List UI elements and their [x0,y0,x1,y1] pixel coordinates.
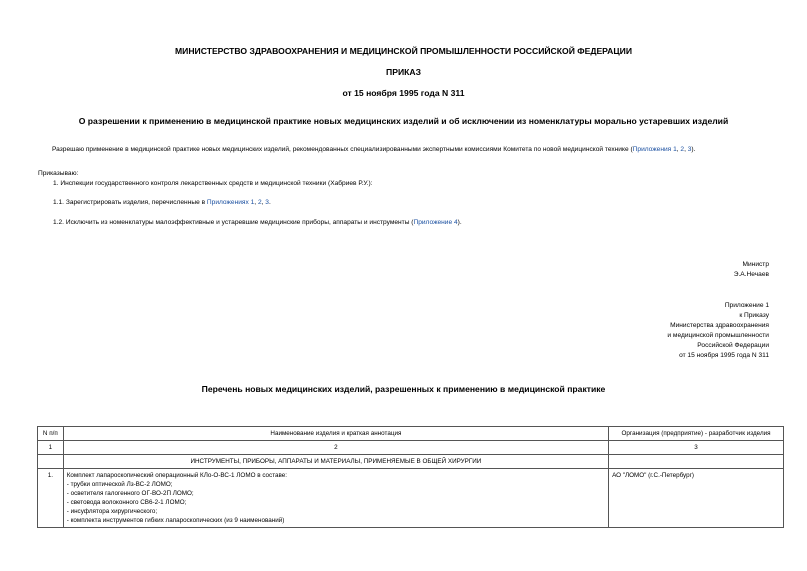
appendices-1-link[interactable]: Приложениях 1 [206,199,255,206]
appendix-2-link[interactable]: 2 [680,146,685,153]
doc-type-heading: ПРИКАЗ [386,67,421,77]
appendices-2-link[interactable]: 2 [257,199,262,206]
appendices-3-link[interactable]: 3 [265,199,269,206]
appendix-ref-line: Приложение 1 [724,302,769,309]
device-line: - осветителя галогенного ОГ-ВО-2П ЛОМО; [66,490,194,497]
subject-heading: О разрешении к применению в медицинской практике новых медицинских изделий и об исключении из номенклатуры морально устаревших изделий [78,116,729,126]
order-item-1: 1. Инспекции государственного контроля лекарственных средств и медицинской техники (Хабриев Р.У.): [53,180,373,187]
order-item-1-1: 1.1. Зарегистрировать изделия, перечисленные в Приложениях 1, 2, 3. [53,199,271,206]
appendix-1-link[interactable]: Приложения 1 [632,146,677,153]
device-line: - комплекта инструментов гибких лапароскопических (из 9 наименований) [66,517,285,524]
device-line: - инсуфлятора хирургического; [66,508,158,515]
column-header: Наименование изделия и краткая аннотация [63,427,608,441]
appendix-ref-line: Министерства здравоохранения [670,322,769,329]
column-header: Организация (предприятие) - разработчик изделия [609,427,784,441]
column-number: 3 [609,441,784,455]
signature-name: Э.А.Нечаев [733,271,769,278]
column-number-row [38,441,784,455]
date-number-heading: от 15 ноября 1995 года N 311 [342,88,465,98]
device-line: - трубки оптической Лз-ВС-2 ЛОМО; [66,481,173,488]
device-description [63,469,608,528]
section-title: ИНСТРУМЕНТЫ, ПРИБОРЫ, АППАРАТЫ И МАТЕРИАЛЫ, ПРИМЕНЯЕМЫЕ В ОБЩЕЙ ХИРУРГИИ [63,455,608,469]
appendix-ref-line: от 15 ноября 1995 года N 311 [679,352,769,359]
column-number: 2 [63,441,608,455]
signature-title: Министр [742,261,769,268]
devices-table [37,426,784,528]
appendix-ref-line: к Приказу [739,312,769,319]
intro-paragraph: Разрешаю применение в медицинской практике новых медицинских изделий, рекомендованных специализированными экспертными комиссиями Комитета по новой медицинской технике (Приложения 1, 2, 3). [52,146,696,153]
column-number: 1 [38,441,64,455]
order-item-1-2: 1.2. Исключить из номенклатуры малоэффективные и устаревшие медицинские приборы, аппараты и инструменты (Приложение 4). [53,219,462,226]
column-header: N п/п [38,427,64,441]
list-title: Перечень новых медицинских изделий, разрешенных к применению в медицинской практике [201,384,606,394]
appendix-3-link[interactable]: 3 [687,146,692,153]
developer-org: АО "ЛОМО" (г.С.-Петербург) [609,469,784,528]
table-row [38,469,784,528]
order-label: Приказываю: [38,170,79,177]
section-row [38,455,784,469]
ministry-heading: МИНИСТЕРСТВО ЗДРАВООХРАНЕНИЯ И МЕДИЦИНСКОЙ ПРОМЫШЛЕННОСТИ РОССИЙСКОЙ ФЕДЕРАЦИИ [174,46,632,56]
device-line: Комплект лапароскопический операционный КЛо-О-ВС-1 ЛОМО в составе: [66,472,288,479]
table-header-row [38,427,784,441]
row-number: 1. [38,469,64,528]
appendix-4-link[interactable]: Приложение 4 [413,219,458,226]
appendix-ref-line: и медицинской промышленности [667,332,769,339]
device-line: - световода волоконного СВ6-2-1 ЛОМО; [66,499,187,506]
appendix-ref-line: Российской Федерации [697,342,769,349]
